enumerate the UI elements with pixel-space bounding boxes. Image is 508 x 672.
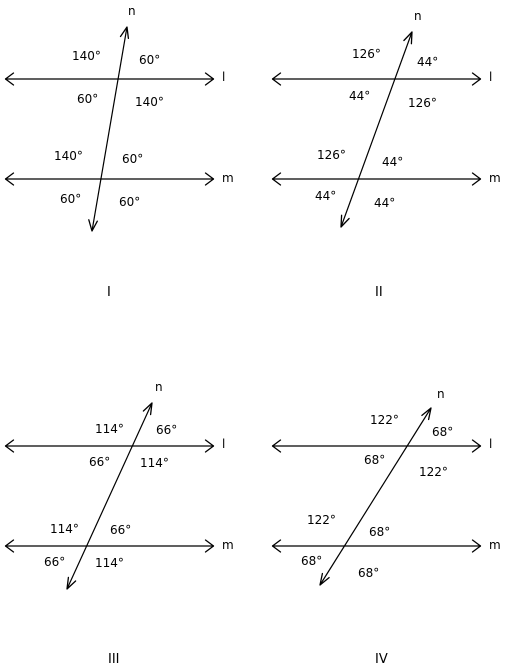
angle-label-1-m-top-left: 140° <box>54 149 83 163</box>
angle-label-3-m-bottom-right: 114° <box>95 556 124 570</box>
line-label-l-1: l <box>222 70 226 84</box>
panel-caption-2: II <box>375 285 383 300</box>
angle-label-3-m-top-right: 66° <box>110 523 132 537</box>
line-l-3 <box>5 440 214 452</box>
panel-3 <box>5 380 234 667</box>
line-label-m-2: m <box>489 171 501 185</box>
line-label-l-2: l <box>489 70 493 84</box>
angle-label-1-m-bottom-left: 60° <box>60 192 82 206</box>
line-label-n-4: n <box>437 387 445 401</box>
panel-caption-4: IV <box>375 652 388 667</box>
angle-label-4-m-bottom-right: 68° <box>358 566 380 580</box>
line-label-n-1: n <box>128 4 136 18</box>
angle-label-4-l-bottom-right: 122° <box>419 465 448 479</box>
line-label-m-3: m <box>222 538 234 552</box>
line-label-l-3: l <box>222 437 226 451</box>
angle-label-3-m-bottom-left: 66° <box>44 555 66 569</box>
angle-label-4-m-bottom-left: 68° <box>301 554 323 568</box>
transversal-n-4 <box>320 408 431 585</box>
panel-caption-1: I <box>107 285 111 300</box>
line-m-4 <box>272 540 481 552</box>
line-label-n-2: n <box>414 9 422 23</box>
angle-label-2-m-bottom-right: 44° <box>374 196 396 210</box>
angle-label-2-l-top-right: 44° <box>417 55 439 69</box>
line-label-m-1: m <box>222 171 234 185</box>
angle-label-2-l-top-left: 126° <box>352 47 381 61</box>
angle-label-4-l-top-left: 122° <box>370 413 399 427</box>
angle-label-4-l-bottom-left: 68° <box>364 453 386 467</box>
angle-label-4-m-top-right: 68° <box>369 525 391 539</box>
angle-label-2-l-bottom-left: 44° <box>349 89 371 103</box>
angle-label-3-l-top-left: 114° <box>95 422 124 436</box>
angle-label-2-l-bottom-right: 126° <box>408 96 437 110</box>
panel-caption-3: III <box>108 652 120 667</box>
panel-4 <box>272 387 501 667</box>
angle-label-1-l-bottom-right: 140° <box>135 95 164 109</box>
angle-label-1-m-bottom-right: 60° <box>119 195 141 209</box>
line-m-3 <box>5 540 214 552</box>
angle-label-2-m-bottom-left: 44° <box>315 189 337 203</box>
angle-label-1-l-top-left: 140° <box>72 49 101 63</box>
line-label-l-4: l <box>489 437 493 451</box>
line-label-n-3: n <box>155 380 163 394</box>
angle-label-3-l-bottom-right: 114° <box>140 456 169 470</box>
angle-label-2-m-top-right: 44° <box>382 155 404 169</box>
angle-label-2-m-top-left: 126° <box>317 148 346 162</box>
line-m-1 <box>5 173 214 185</box>
panel-1 <box>5 4 234 300</box>
angle-label-3-m-top-left: 114° <box>50 522 79 536</box>
angle-label-1-l-top-right: 60° <box>139 53 161 67</box>
angle-label-3-l-top-right: 66° <box>156 423 178 437</box>
line-l-4 <box>272 440 481 452</box>
line-label-m-4: m <box>489 538 501 552</box>
line-m-2 <box>272 173 481 185</box>
angle-label-3-l-bottom-left: 66° <box>89 455 111 469</box>
line-l-2 <box>272 73 481 85</box>
angle-label-4-m-top-left: 122° <box>307 513 336 527</box>
angle-label-1-l-bottom-left: 60° <box>77 92 99 106</box>
panel-2 <box>272 9 501 300</box>
angle-label-4-l-top-right: 68° <box>432 425 454 439</box>
line-l-1 <box>5 73 214 85</box>
angle-label-1-m-top-right: 60° <box>122 152 144 166</box>
